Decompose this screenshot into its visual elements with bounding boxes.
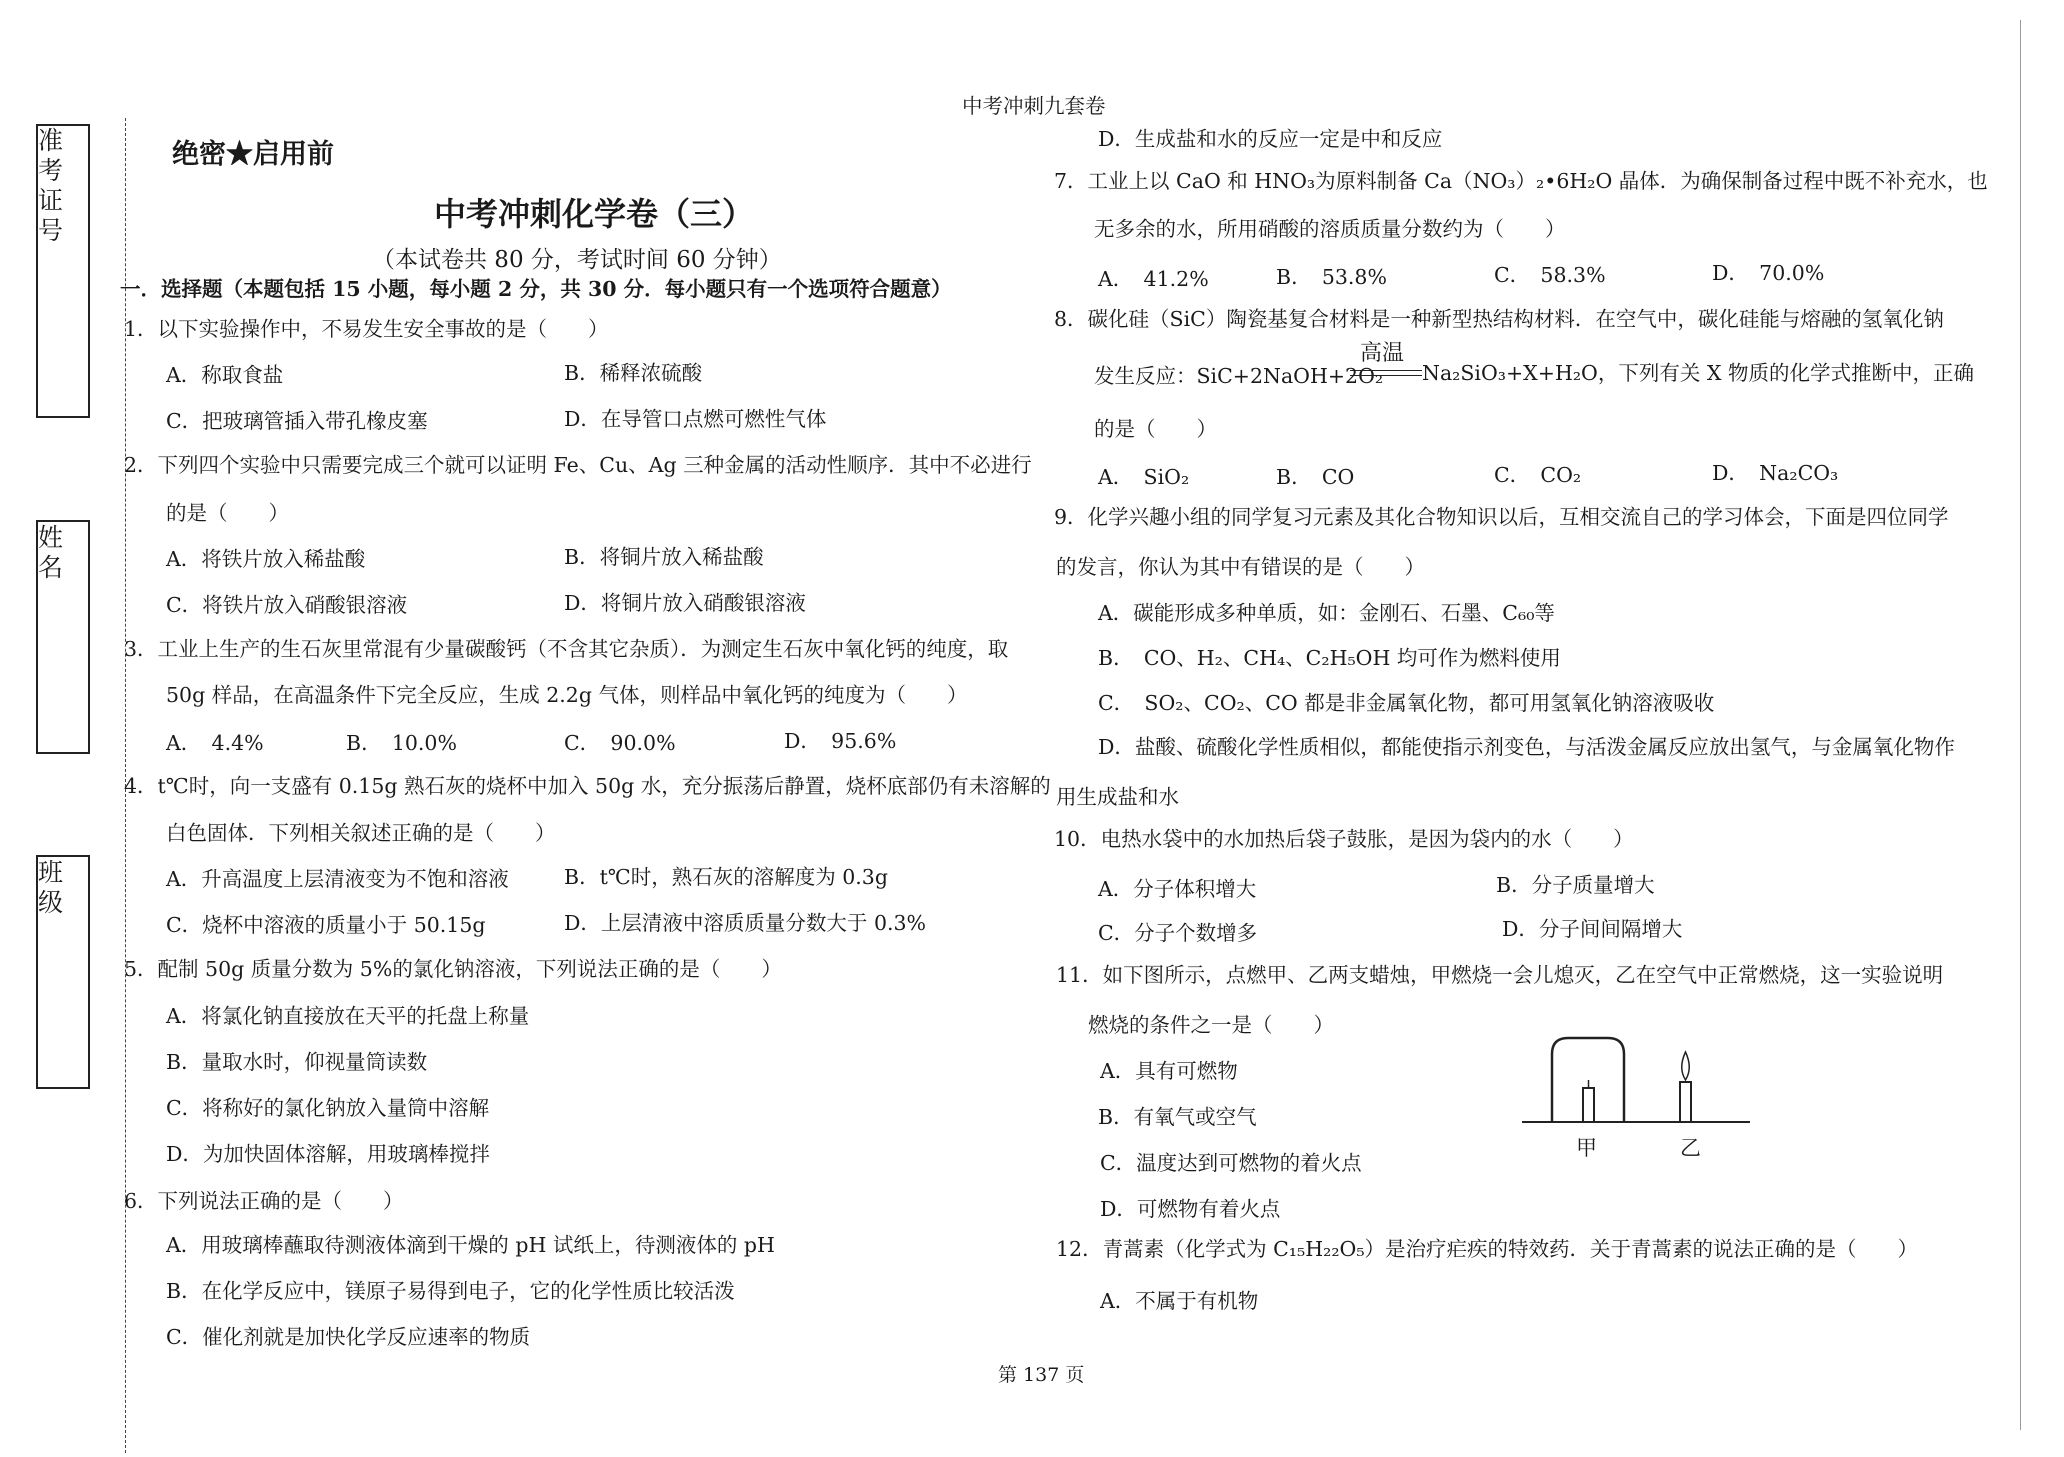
page-edge [2020,20,2021,1430]
q4-option-a: A．升高温度上层清液变为不饱和溶液 [166,867,509,891]
q8-stem-line2a: 发生反应：SiC+2NaOH+2O₂ [1094,364,1384,388]
q3-option-b: B． 10.0% [346,731,457,755]
q7-stem-line1: 7．工业上以 CaO 和 HNO₃为原料制备 Ca（NO₃）₂•6H₂O 晶体．为确保制备过程中既不补充水，也 [1054,169,1988,193]
secret-label: 绝密★启用前 [172,139,334,170]
q10-option-c: C．分子个数增多 [1098,921,1258,945]
q6-option-b: B．在化学反应中，镁原子易得到电子，它的化学性质比较活泼 [166,1279,735,1303]
q3-option-c: C． 90.0% [564,731,676,755]
q9-option-d-line1: D．盐酸、硫酸化学性质相似，都能使指示剂变色，与活泼金属反应放出氢气，与金属氧化物作 [1098,735,1955,759]
q7-option-b: B． 53.8% [1276,265,1387,289]
q10-option-a: A．分子体积增大 [1098,877,1257,901]
q5-option-d: D．为加快固体溶解，用玻璃棒搅拌 [166,1142,490,1166]
section-heading: 一．选择题（本题包括 15 小题，每小题 2 分，共 30 分．每小题只有一个选项符合题意） [120,277,952,301]
q3-stem-line1: 3．工业上生产的生石灰里常混有少量碳酸钙（不含其它杂质）．为测定生石灰中氧化钙的纯度，取 [124,637,1009,661]
q11-stem-line2: 燃烧的条件之一是（ ） [1088,1013,1334,1037]
q2-stem-line2: 的是（ ） [166,501,289,525]
candle-experiment-figure [1510,1030,1770,1170]
q4-option-b: B．t℃时，熟石灰的溶解度为 0.3g [564,865,888,889]
q6-option-d: D．生成盐和水的反应一定是中和反应 [1098,127,1443,151]
q10-option-b: B．分子质量增大 [1496,873,1655,897]
q2-stem-line1: 2．下列四个实验中只需要完成三个就可以证明 Fe、Cu、Ag 三种金属的活动性顺序．其中不必进行 [124,453,1032,477]
exam-number-label: 准考证号 [38,126,64,245]
class-label: 班级 [38,858,64,917]
q1-option-b: B．稀释浓硫酸 [564,361,703,385]
q6-option-c: C．催化剂就是加快化学反应速率的物质 [166,1325,531,1349]
q8-reaction-condition: 高温 [1360,341,1405,366]
q1-stem: 1．以下实验操作中，不易发生安全事故的是（ ） [124,317,609,341]
q8-stem-line3: 的是（ ） [1094,417,1217,441]
q8-equals-sign [1350,370,1422,376]
q6-stem: 6．下列说法正确的是（ ） [124,1189,404,1213]
page-title: 中考冲刺化学卷（三） [434,195,755,233]
q2-option-b: B．将铜片放入稀盐酸 [564,545,764,569]
q9-stem-line1: 9．化学兴趣小组的同学复习元素及其化合物知识以后，互相交流自己的学习体会，下面是四位同学 [1054,505,1949,529]
q9-stem-line2: 的发言，你认为其中有错误的是（ ） [1056,555,1425,579]
q10-stem: 10．电热水袋中的水加热后袋子鼓胀，是因为袋内的水（ ） [1054,827,1634,851]
q8-stem-line1: 8．碳化硅（SiC）陶瓷基复合材料是一种新型热结构材料．在空气中，碳化硅能与熔融的氢氧化钠 [1054,307,1944,331]
q7-option-d: D． 70.0% [1712,261,1825,285]
q2-option-d: D．将铜片放入硝酸银溶液 [564,591,806,615]
q11-option-a: A．具有可燃物 [1100,1059,1238,1083]
q7-stem-line2: 无多余的水，所用硝酸的溶质质量分数约为（ ） [1094,217,1566,241]
q5-option-b: B．量取水时，仰视量筒读数 [166,1050,428,1074]
q12-option-a: A．不属于有机物 [1100,1289,1259,1313]
figure-label-yi: 乙 [1680,1136,1701,1160]
figure-label-jia: 甲 [1576,1136,1597,1160]
q4-option-d: D．上层清液中溶质质量分数大于 0.3% [564,911,927,935]
q3-option-a: A． 4.4% [166,731,264,755]
q3-stem-line2: 50g 样品，在高温条件下完全反应，生成 2.2g 气体，则样品中氧化钙的纯度为（ ） [166,683,968,707]
q9-option-b: B． CO、H₂、CH₄、C₂H₅OH 均可作为燃料使用 [1098,646,1561,670]
q1-option-c: C．把玻璃管插入带孔橡皮塞 [166,409,428,433]
q7-option-c: C． 58.3% [1494,263,1606,287]
q9-option-d-line2: 用生成盐和水 [1056,785,1179,809]
q11-option-c: C．温度达到可燃物的着火点 [1100,1151,1362,1175]
q1-option-d: D．在导管口点燃可燃性气体 [564,407,827,431]
q6-option-a: A．用玻璃棒蘸取待测液体滴到干燥的 pH 试纸上，待测液体的 pH [166,1233,775,1257]
q3-option-d: D． 95.6% [784,729,897,753]
q8-option-a: A． SiO₂ [1098,465,1190,489]
q8-stem-line2b: Na₂SiO₃+X+H₂O，下列有关 X 物质的化学式推断中，正确 [1422,361,1974,385]
q11-option-b: B．有氧气或空气 [1098,1105,1257,1129]
q2-option-c: C．将铁片放入硝酸银溶液 [166,593,408,617]
q11-option-d: D．可燃物有着火点 [1100,1197,1281,1221]
series-title: 中考冲刺九套卷 [962,94,1106,118]
q5-stem: 5．配制 50g 质量分数为 5%的氯化钠溶液，下列说法正确的是（ ） [124,957,782,981]
q1-option-a: A．称取食盐 [166,363,284,387]
q4-stem-line1: 4．t℃时，向一支盛有 0.15g 熟石灰的烧杯中加入 50g 水，充分振荡后静置，烧杯底部仍有未溶解的 [124,774,1051,798]
name-label: 姓名 [38,523,64,582]
q5-option-a: A．将氯化钠直接放在天平的托盘上称量 [166,1004,530,1028]
q4-option-c: C．烧杯中溶液的质量小于 50.15g [166,913,486,937]
q8-option-d: D． Na₂CO₃ [1712,461,1839,485]
q9-option-a: A．碳能形成多种单质，如：金刚石、石墨、C₆₀等 [1098,601,1555,625]
q9-option-c: C． SO₂、CO₂、CO 都是非金属氧化物，都可用氢氧化钠溶液吸收 [1098,691,1715,715]
q11-stem-line1: 11．如下图所示，点燃甲、乙两支蜡烛，甲燃烧一会儿熄灭，乙在空气中正常燃烧，这一实验说明 [1056,963,1944,987]
q2-option-a: A．将铁片放入稀盐酸 [166,547,366,571]
q12-stem: 12．青蒿素（化学式为 C₁₅H₂₂O₅）是治疗疟疾的特效药．关于青蒿素的说法正确的是（ ） [1056,1237,1919,1261]
page-subtitle: （本试卷共 80 分，考试时间 60 分钟） [372,247,782,273]
q5-option-c: C．将称好的氯化钠放入量筒中溶解 [166,1096,490,1120]
q4-stem-line2: 白色固体．下列相关叙述正确的是（ ） [166,821,556,845]
page-number: 第 137 页 [998,1364,1085,1386]
q7-option-a: A． 41.2% [1098,267,1209,291]
q10-option-d: D．分子间间隔增大 [1502,917,1683,941]
q8-option-b: B． CO [1276,465,1355,489]
q8-option-c: C． CO₂ [1494,463,1582,487]
